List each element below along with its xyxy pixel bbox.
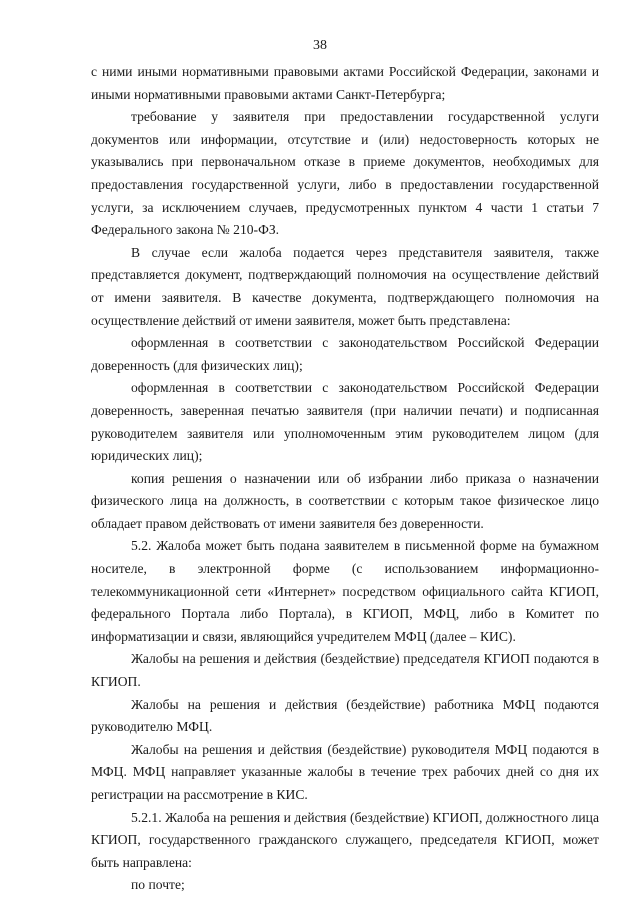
paragraph-complaints-chairman: Жалобы на решения и действия (бездействие) председателя КГИОП подаются в КГИОП. — [91, 651, 599, 690]
paragraph-section-5-2-1: 5.2.1. Жалоба на решения и действия (бездействие) КГИОП, должностного лица КГИОП, государственного гражданского служащего, председателя КГИОП, может быть направлена: — [91, 809, 599, 870]
paragraph-by-mail: по почте; — [131, 877, 185, 893]
document-body — [91, 61, 599, 897]
paragraph-representative: В случае если жалоба подается через представителя заявителя, также представляется документ, подтверждающий полномочия на осуществление действий от имени заявителя. В качестве документа, подтверждающего полномочия на осуществление действий от имени заявителя, может быть представлена: — [91, 244, 599, 328]
paragraph-section-5-2: 5.2. Жалоба может быть подана заявителем в письменной форме на бумажном носителе, в электронной форме (с использованием информационно-телекоммуникационной сети «Интернет» посредством официального сайта КГИОП, федерального Портала либо Портала), в КГИОП, МФЦ, либо в Комитет по информатизации и связи, являющийся учредителем МФЦ (далее – КИС). — [91, 538, 599, 644]
paragraph-continuation: с ними иными нормативными правовыми актами Российской Федерации, законами и иными нормативными правовыми актами Санкт-Петербурга; — [91, 64, 599, 102]
paragraph-complaints-mfc-employee: Жалобы на решения и действия (бездействие) работника МФЦ подаются руководителю МФЦ. — [91, 696, 599, 735]
paragraph-complaints-mfc-head: Жалобы на решения и действия (бездействие) руководителя МФЦ подаются в МФЦ. МФЦ направляет указанные жалобы в течение трех рабочих дней со дня их регистрации на рассмотрение в КИС. — [91, 741, 599, 802]
paragraph-appointment-decision: копия решения о назначении или об избрании либо приказа о назначении физического лица на должность, в соответствии с которым такое физическое лицо обладает правом действовать от имени заявителя без доверенности. — [91, 470, 599, 531]
paragraph-power-of-attorney-legal-entities: оформленная в соответствии с законодательством Российской Федерации доверенность, заверенная печатью заявителя (при наличии печати) и подписанная руководителем заявителя или уполномоченным этим руководителем лицом (для юридических лиц); — [91, 380, 599, 464]
page-number: 38 — [313, 38, 327, 53]
paragraph-power-of-attorney-individuals: оформленная в соответствии с законодательством Российской Федерации доверенность (для физических лиц); — [91, 335, 599, 373]
paragraph-requirement-documents: требование у заявителя при предоставлении государственной услуги документов или информации, отсутствие и (или) недостоверность которых не указывались при первоначальном отказе в приеме документов, необходимых для предоставления государственной услуги, либо в предоставлении государственной услуги, за исключением случаев, предусмотренных пунктом 4 части 1 статьи 7 Федерального закона № 210-ФЗ. — [91, 109, 599, 238]
